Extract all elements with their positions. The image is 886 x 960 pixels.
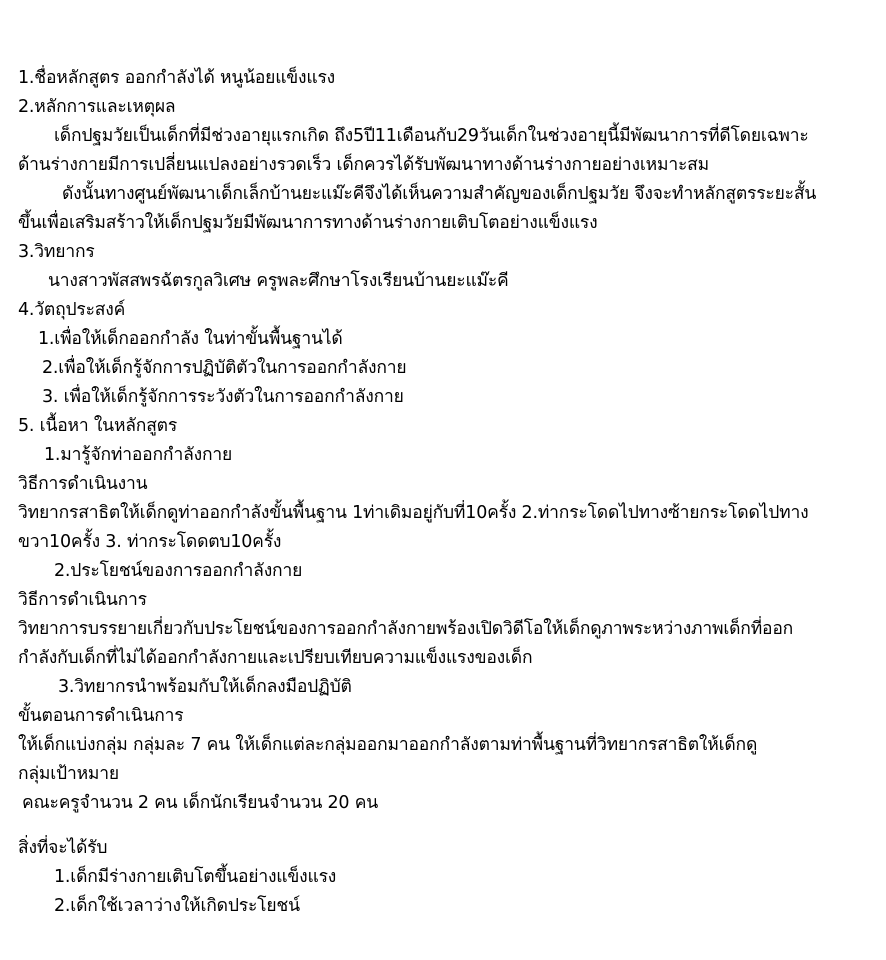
target-group-heading: กลุ่มเป้าหมาย (18, 764, 119, 784)
content-item-2: 2.ประโยชน์ของการออกกำลังกาย (54, 561, 303, 581)
principles-paragraph-2-line-2: ขึ้นเพื่อเสริมสร้าวให้เด็กปฐมวัยมีพัฒนาการทางด้านร่างกายเติบโตอย่างแข็งแรง (18, 213, 598, 233)
content-heading: 5. เนื้อหา ในหลักสูตร (18, 416, 178, 436)
target-group-text: คณะครูจำนวน 2 คน เด็กนักเรียนจำนวน 20 คน (22, 793, 378, 813)
method-2-line-2: กำลังกับเด็กที่ไม่ได้ออกกำลังกายและเปรียบเทียบความแข็งแรงของเด็ก (18, 648, 533, 668)
content-item-1: 1.มารู้จักท่าออกกำลังกาย (44, 445, 233, 465)
content-item-3: 3.วิทยากรนำพร้อมกับให้เด็กลงมือปฏิบัติ (58, 677, 352, 697)
benefit-item-2: 2.เด็กใช้เวลาว่างให้เกิดประโยชน์ (54, 896, 300, 916)
method-1-line-2: ขวา10ครั้ง 3. ท่ากระโดดตบ10ครั้ง (18, 532, 282, 552)
procedure-heading: ขั้นตอนการดำเนินการ (18, 706, 184, 726)
speaker-heading: 3.วิทยากร (18, 242, 95, 262)
procedure-text: ให้เด็กแบ่งกลุ่ม กลุ่มละ 7 คน ให้เด็กแต่ละกลุ่มออกมาออกกำลังตามท่าพื้นฐานที่วิทยากรสาธิตให้เด็กดู (18, 735, 758, 755)
method-heading-2: วิธีการดำเนินการ (18, 590, 147, 610)
objective-item-3: 3. เพื่อให้เด็กรู้จักการระวังตัวในการออกกำลังกาย (42, 387, 404, 407)
benefit-item-1: 1.เด็กมีร่างกายเติบโตขึ้นอย่างแข็งแรง (54, 867, 337, 887)
objective-item-2: 2.เพื่อให้เด็กรู้จักการปฏิบัติตัวในการออกกำลังกาย (42, 358, 407, 378)
principles-paragraph-2-line-1: ดังนั้นทางศูนย์พัฒนาเด็กเล็กบ้านยะแม๊ะคีจึงได้เห็นความสำคัญของเด็กปฐมวัย จึงจะทำหลักสูตรระยะสั้น (62, 184, 817, 204)
course-name-line: 1.ชื่อหลักสูตร ออกกำลังได้ หนูน้อยแข็งแรง (18, 68, 336, 88)
objective-item-1: 1.เพื่อให้เด็กออกกำลัง ในท่าขั้นพื้นฐานได้ (38, 329, 343, 349)
speaker-name: นางสาวพัสสพรฉัตรกูลวิเศษ ครูพละศึกษาโรงเรียนบ้านยะแม๊ะคี (48, 271, 509, 291)
method-heading-1: วิธีการดำเนินงาน (18, 474, 148, 494)
method-2-line-1: วิทยาการบรรยายเกี่ยวกับประโยชน์ของการออกกำลังกายพร้องเปิดวิดีโอให้เด็กดูภาพระหว่างภาพเด็กที่ออก (18, 619, 794, 639)
principles-paragraph-1-line-1: เด็กปฐมวัยเป็นเด็กที่มีช่วงอายุแรกเกิด ถึง5ปี11เดือนกับ29วันเด็กในช่วงอายุนี้มีพัฒนาการที่ดีโดยเฉพาะ (54, 126, 809, 146)
method-1-line-1: วิทยากรสาธิตให้เด็กดูท่าออกกำลังขั้นพื้นฐาน 1ท่าเดิมอยู่กับที่10ครั้ง 2.ท่ากระโดดไปทางซ้ายกระโดดไปทาง (18, 503, 809, 523)
principles-heading: 2.หลักการและเหตุผล (18, 97, 176, 117)
objectives-heading: 4.วัตถุประสงค์ (18, 300, 126, 320)
principles-paragraph-1-line-2: ด้านร่างกายมีการเปลี่ยนแปลงอย่างรวดเร็ว เด็กควรได้รับพัฒนาทางด้านร่างกายอย่างเหมาะสม (18, 155, 709, 175)
benefits-heading: สิ่งที่จะได้รับ (18, 838, 108, 858)
